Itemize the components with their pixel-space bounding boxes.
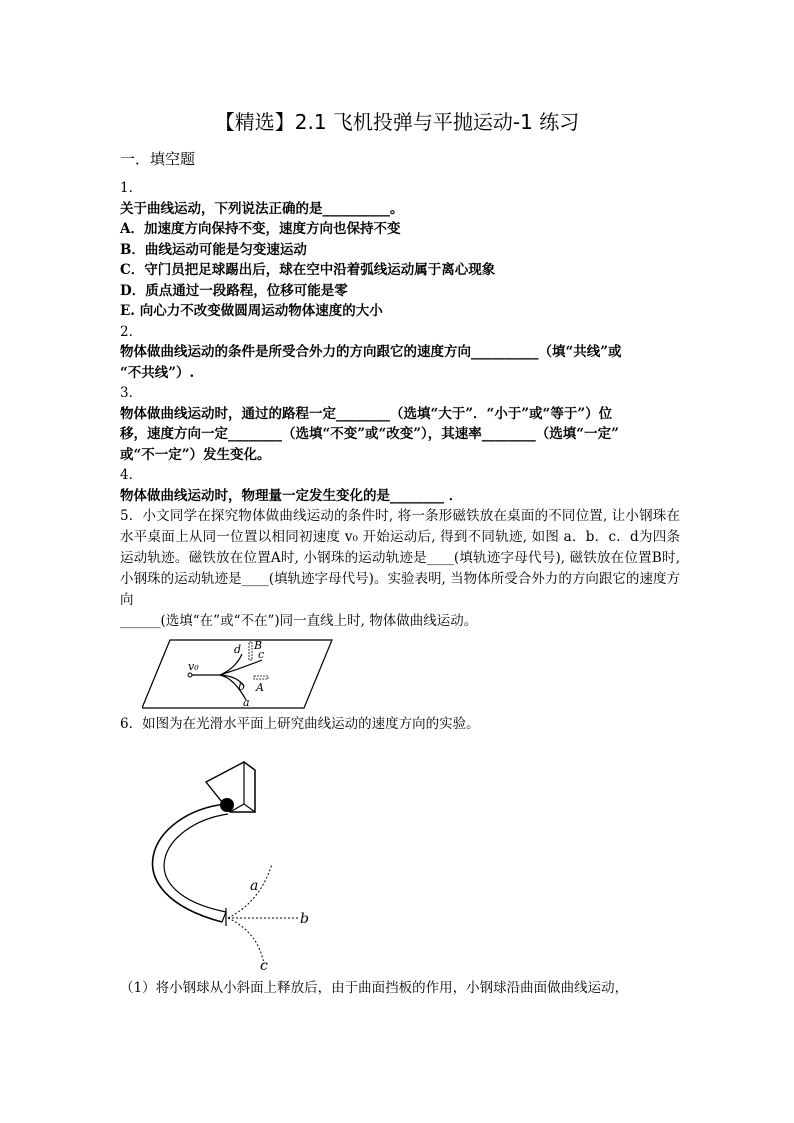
- q3-line2: 移，速度方向一定________（选填“不变”或“改变”），其速率________（选填“一定”: [120, 426, 619, 442]
- path-c: [228, 918, 264, 964]
- q6-figure: [120, 752, 330, 972]
- q2-number: 2．: [120, 323, 143, 340]
- q1-option-c: C．守门员把足球踢出后，球在空中沿着弧线运动属于离心现象: [120, 262, 496, 278]
- label-A: A: [256, 680, 264, 694]
- section-heading: 一．填空题: [120, 150, 196, 168]
- q5-figure: [142, 638, 342, 710]
- page-title: 【精选】2.1 飞机投弹与平抛运动-1 练习: [214, 110, 580, 134]
- q1-option-b: B．曲线运动可能是匀变速运动: [120, 241, 307, 258]
- q2-line2: “不共线”）.: [120, 364, 195, 381]
- q4-line1: 物体做曲线运动时，物理量一定发生变化的是________ ．: [120, 487, 463, 504]
- q5-last-line: ______(选填“在”或“不在”)同一直线上时, 物体做曲线运动。: [120, 613, 478, 629]
- q6-text: 6．如图为在光滑水平面上研究曲线运动的速度方向的实验。: [120, 715, 480, 732]
- label-B: B: [254, 638, 263, 652]
- label-path-b: b: [300, 911, 309, 927]
- q1-stem: 关于曲线运动，下列说法正确的是__________。: [120, 200, 404, 217]
- label-c: c: [258, 647, 265, 661]
- q3-line1: 物体做曲线运动时，通过的路程一定________（选填“大于”．“小于”或“等于”）位: [120, 405, 613, 422]
- q2-line1: 物体做曲线运动的条件是所受合外力的方向跟它的速度方向__________（填“共线”或: [120, 344, 622, 360]
- q1-option-e: E. 向心力不改变做圆周运动物体速度的大小: [120, 303, 383, 319]
- q3-number: 3．: [120, 385, 143, 401]
- label-a: a: [243, 695, 250, 709]
- steel-ball: [220, 798, 234, 812]
- label-path-c: c: [260, 958, 268, 972]
- questions: [120, 178, 680, 999]
- q1-option-a: A．加速度方向保持不变，速度方向也保持不变: [120, 221, 401, 237]
- q6-sub1: （1）将小钢球从小斜面上释放后，由于曲面挡板的作用，小钢球沿曲面做曲线运动，: [120, 980, 629, 996]
- q3-line3: 或“不一定”）发生变化。: [120, 446, 271, 463]
- trajectory-c: [220, 660, 262, 675]
- v0-label: v₀: [188, 659, 199, 673]
- q1-number: 1．: [120, 180, 143, 196]
- q5-text: 5．小文同学在探究物体做曲线运动的条件时, 将一条形磁铁放在桌面的不同位置, 让小钢珠在水平桌面上从同一位置以相同初速度 v₀ 开始运动后, 得到不同轨迹, 如图 a．b．c．d为四条运动轨迹。磁铁放在位置A时, 小钢珠的运动轨迹是____(填轨迹字母代号), 磁铁放在位置B时, 小钢珠的运动轨迹是____(填轨迹字母代号)。实验表明, 当物体所受合外力的方向跟它的速度方向: [120, 508, 680, 608]
- label-d: d: [234, 642, 242, 656]
- q4-number: 4．: [120, 467, 143, 483]
- q1-option-d: D．质点通过一段路程，位移可能是零: [120, 282, 348, 299]
- label-path-a: a: [250, 878, 259, 894]
- label-b: b: [238, 679, 246, 693]
